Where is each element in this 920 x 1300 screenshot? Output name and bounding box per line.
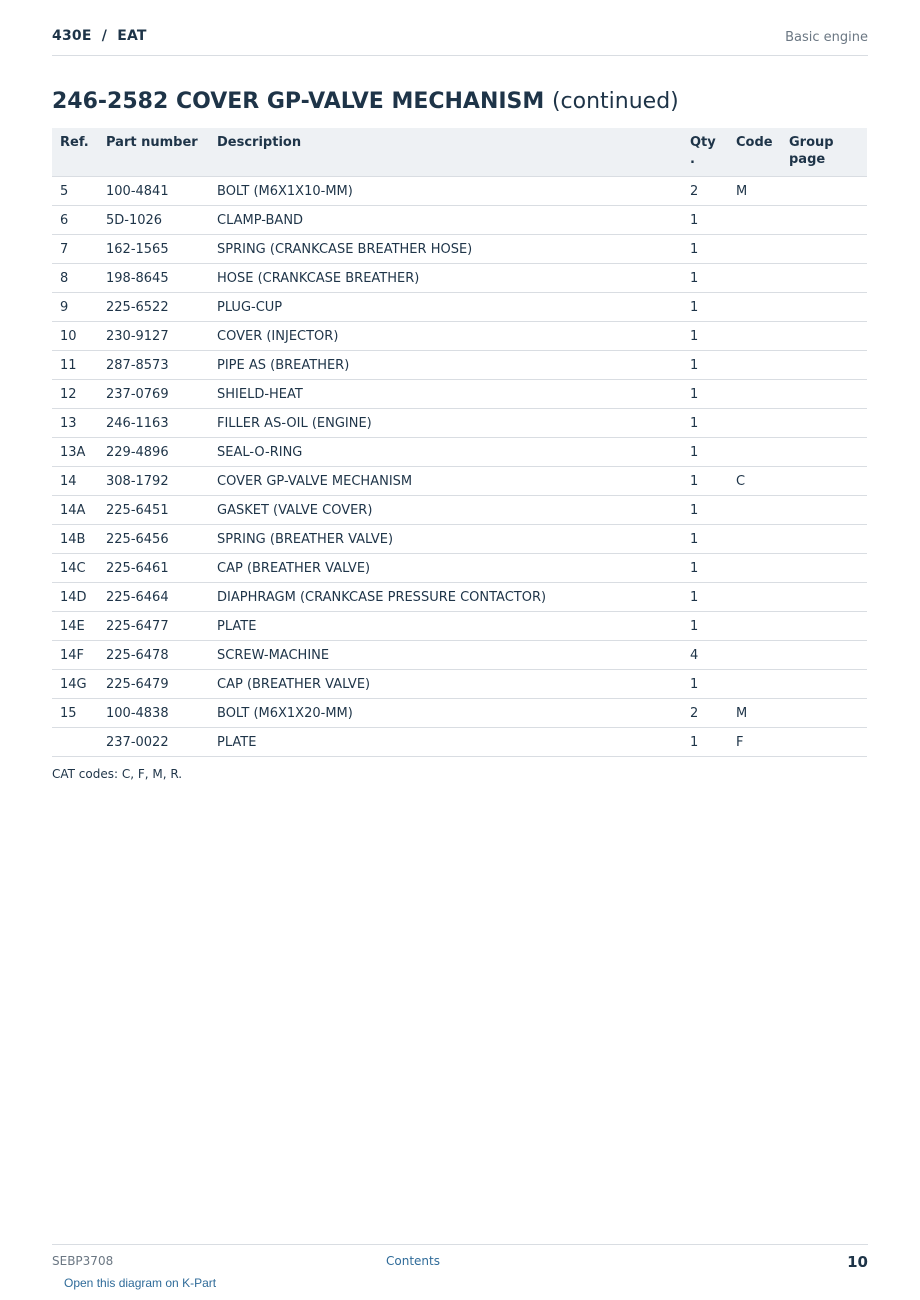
cell-code bbox=[728, 612, 781, 641]
cell-part-number: 308-1792 bbox=[98, 467, 209, 496]
cell-qty: 1 bbox=[682, 293, 728, 322]
cell-qty: 1 bbox=[682, 322, 728, 351]
cell-qty: 1 bbox=[682, 438, 728, 467]
kpart-diagram-link[interactable]: Open this diagram on K-Part bbox=[64, 1276, 217, 1290]
table-body bbox=[52, 177, 867, 757]
table-row bbox=[52, 351, 867, 380]
cell-description: DIAPHRAGM (CRANKCASE PRESSURE CONTACTOR) bbox=[209, 583, 682, 612]
cell-part-number: 287-8573 bbox=[98, 351, 209, 380]
table-row bbox=[52, 583, 867, 612]
cell-code: M bbox=[728, 699, 781, 728]
cell-part-number: 246-1163 bbox=[98, 409, 209, 438]
cell-group-page bbox=[781, 380, 867, 409]
cell-group-page bbox=[781, 699, 867, 728]
page-number: 10 bbox=[847, 1253, 868, 1271]
cell-ref: 14 bbox=[52, 467, 98, 496]
cell-group-page bbox=[781, 235, 867, 264]
table-row bbox=[52, 235, 867, 264]
cell-qty: 1 bbox=[682, 235, 728, 264]
cell-code bbox=[728, 409, 781, 438]
cell-group-page bbox=[781, 264, 867, 293]
cell-group-page bbox=[781, 612, 867, 641]
cell-qty: 1 bbox=[682, 554, 728, 583]
table-row bbox=[52, 554, 867, 583]
cell-code bbox=[728, 235, 781, 264]
cell-code: C bbox=[728, 467, 781, 496]
cell-group-page bbox=[781, 293, 867, 322]
col-part-number: Part number bbox=[98, 128, 209, 177]
cell-ref: 13 bbox=[52, 409, 98, 438]
cell-group-page bbox=[781, 206, 867, 235]
cell-ref: 14A bbox=[52, 496, 98, 525]
col-ref: Ref. bbox=[52, 128, 98, 177]
cell-description: SPRING (BREATHER VALVE) bbox=[209, 525, 682, 554]
cell-description: PLATE bbox=[209, 728, 682, 757]
cat-codes-note: CAT codes: C, F, M, R. bbox=[52, 767, 183, 781]
cell-group-page bbox=[781, 438, 867, 467]
cell-ref: 14B bbox=[52, 525, 98, 554]
page-title bbox=[52, 89, 679, 114]
cell-part-number: 225-6477 bbox=[98, 612, 209, 641]
cell-part-number: 100-4838 bbox=[98, 699, 209, 728]
col-group-line2: page bbox=[789, 152, 826, 167]
cell-code bbox=[728, 496, 781, 525]
table-row bbox=[52, 322, 867, 351]
table-row bbox=[52, 264, 867, 293]
cell-code bbox=[728, 264, 781, 293]
cell-qty: 1 bbox=[682, 206, 728, 235]
cell-description: CAP (BREATHER VALVE) bbox=[209, 670, 682, 699]
table-row bbox=[52, 728, 867, 757]
cell-group-page bbox=[781, 496, 867, 525]
cell-group-page bbox=[781, 525, 867, 554]
cell-description: SEAL-O-RING bbox=[209, 438, 682, 467]
col-code: Code bbox=[728, 128, 781, 177]
cell-qty: 1 bbox=[682, 583, 728, 612]
cell-description: PLATE bbox=[209, 612, 682, 641]
cell-part-number: 225-6478 bbox=[98, 641, 209, 670]
cell-ref: 14E bbox=[52, 612, 98, 641]
cell-part-number: 225-6451 bbox=[98, 496, 209, 525]
cell-code bbox=[728, 525, 781, 554]
cell-qty: 1 bbox=[682, 380, 728, 409]
cell-ref: 13A bbox=[52, 438, 98, 467]
table-row bbox=[52, 467, 867, 496]
col-group-line1: Group bbox=[789, 135, 834, 150]
cell-code bbox=[728, 322, 781, 351]
cell-ref: 10 bbox=[52, 322, 98, 351]
cell-part-number: 225-6479 bbox=[98, 670, 209, 699]
cell-description: BOLT (M6X1X20-MM) bbox=[209, 699, 682, 728]
cell-qty: 1 bbox=[682, 728, 728, 757]
cell-code: F bbox=[728, 728, 781, 757]
col-qty-line1: Qty bbox=[690, 135, 716, 150]
cell-qty: 1 bbox=[682, 670, 728, 699]
cell-part-number: 162-1565 bbox=[98, 235, 209, 264]
cell-ref: 6 bbox=[52, 206, 98, 235]
table-row bbox=[52, 641, 867, 670]
cell-description: BOLT (M6X1X10-MM) bbox=[209, 177, 682, 206]
cell-ref bbox=[52, 728, 98, 757]
cell-part-number: 229-4896 bbox=[98, 438, 209, 467]
cell-part-number: 100-4841 bbox=[98, 177, 209, 206]
cell-ref: 12 bbox=[52, 380, 98, 409]
cell-ref: 15 bbox=[52, 699, 98, 728]
col-qty bbox=[682, 128, 728, 177]
cell-description: PIPE AS (BREATHER) bbox=[209, 351, 682, 380]
cell-part-number: 198-8645 bbox=[98, 264, 209, 293]
cell-part-number: 230-9127 bbox=[98, 322, 209, 351]
cell-ref: 14G bbox=[52, 670, 98, 699]
cell-group-page bbox=[781, 322, 867, 351]
table-row bbox=[52, 380, 867, 409]
table-header bbox=[52, 128, 867, 177]
col-qty-line2: . bbox=[690, 152, 695, 167]
page-header bbox=[52, 28, 868, 56]
table-row bbox=[52, 525, 867, 554]
cell-qty: 4 bbox=[682, 641, 728, 670]
cell-code: M bbox=[728, 177, 781, 206]
cell-description: CAP (BREATHER VALVE) bbox=[209, 554, 682, 583]
table-row bbox=[52, 699, 867, 728]
cell-qty: 1 bbox=[682, 409, 728, 438]
header-row bbox=[52, 128, 867, 177]
page-footer bbox=[52, 1244, 868, 1275]
cell-description: COVER GP-VALVE MECHANISM bbox=[209, 467, 682, 496]
cell-description: HOSE (CRANKCASE BREATHER) bbox=[209, 264, 682, 293]
cell-code bbox=[728, 438, 781, 467]
table-row bbox=[52, 293, 867, 322]
cell-code bbox=[728, 380, 781, 409]
cell-code bbox=[728, 554, 781, 583]
table-row bbox=[52, 206, 867, 235]
cell-group-page bbox=[781, 641, 867, 670]
cell-part-number: 5D-1026 bbox=[98, 206, 209, 235]
cell-qty: 1 bbox=[682, 525, 728, 554]
cell-group-page bbox=[781, 467, 867, 496]
cell-qty: 1 bbox=[682, 467, 728, 496]
cell-ref: 8 bbox=[52, 264, 98, 293]
cell-group-page bbox=[781, 409, 867, 438]
cell-group-page bbox=[781, 351, 867, 380]
cell-qty: 2 bbox=[682, 177, 728, 206]
cell-group-page bbox=[781, 177, 867, 206]
cell-part-number: 237-0022 bbox=[98, 728, 209, 757]
model-label: 430E / EAT bbox=[52, 28, 147, 44]
title-main: 246-2582 COVER GP-VALVE MECHANISM bbox=[52, 89, 545, 114]
table-row bbox=[52, 496, 867, 525]
cell-part-number: 225-6522 bbox=[98, 293, 209, 322]
cell-qty: 2 bbox=[682, 699, 728, 728]
cell-description: PLUG-CUP bbox=[209, 293, 682, 322]
cell-qty: 1 bbox=[682, 612, 728, 641]
doc-id: SEBP3708 bbox=[52, 1254, 114, 1268]
cell-ref: 11 bbox=[52, 351, 98, 380]
cell-code bbox=[728, 293, 781, 322]
cell-group-page bbox=[781, 554, 867, 583]
cell-group-page bbox=[781, 728, 867, 757]
cell-description: FILLER AS-OIL (ENGINE) bbox=[209, 409, 682, 438]
table-row bbox=[52, 409, 867, 438]
cell-code bbox=[728, 670, 781, 699]
cell-part-number: 225-6461 bbox=[98, 554, 209, 583]
cell-description: SHIELD-HEAT bbox=[209, 380, 682, 409]
cell-ref: 9 bbox=[52, 293, 98, 322]
cell-ref: 14D bbox=[52, 583, 98, 612]
table-row bbox=[52, 177, 867, 206]
col-description: Description bbox=[209, 128, 682, 177]
cell-description: SPRING (CRANKCASE BREATHER HOSE) bbox=[209, 235, 682, 264]
cell-qty: 1 bbox=[682, 264, 728, 293]
cell-part-number: 237-0769 bbox=[98, 380, 209, 409]
contents-link[interactable]: Contents bbox=[386, 1254, 440, 1268]
col-group-page bbox=[781, 128, 867, 177]
cell-code bbox=[728, 583, 781, 612]
cell-description: GASKET (VALVE COVER) bbox=[209, 496, 682, 525]
cell-group-page bbox=[781, 670, 867, 699]
cell-code bbox=[728, 351, 781, 380]
cell-ref: 14C bbox=[52, 554, 98, 583]
cell-ref: 14F bbox=[52, 641, 98, 670]
parts-table bbox=[52, 128, 867, 757]
cell-code bbox=[728, 206, 781, 235]
table-row bbox=[52, 670, 867, 699]
cell-qty: 1 bbox=[682, 496, 728, 525]
cell-part-number: 225-6456 bbox=[98, 525, 209, 554]
title-suffix: (continued) bbox=[551, 89, 679, 114]
cell-code bbox=[728, 641, 781, 670]
cell-ref: 5 bbox=[52, 177, 98, 206]
cell-group-page bbox=[781, 583, 867, 612]
cell-description: COVER (INJECTOR) bbox=[209, 322, 682, 351]
table-row bbox=[52, 438, 867, 467]
cell-ref: 7 bbox=[52, 235, 98, 264]
table-row bbox=[52, 612, 867, 641]
section-label: Basic engine bbox=[785, 30, 868, 45]
cell-qty: 1 bbox=[682, 351, 728, 380]
cell-part-number: 225-6464 bbox=[98, 583, 209, 612]
cell-description: CLAMP-BAND bbox=[209, 206, 682, 235]
cell-description: SCREW-MACHINE bbox=[209, 641, 682, 670]
